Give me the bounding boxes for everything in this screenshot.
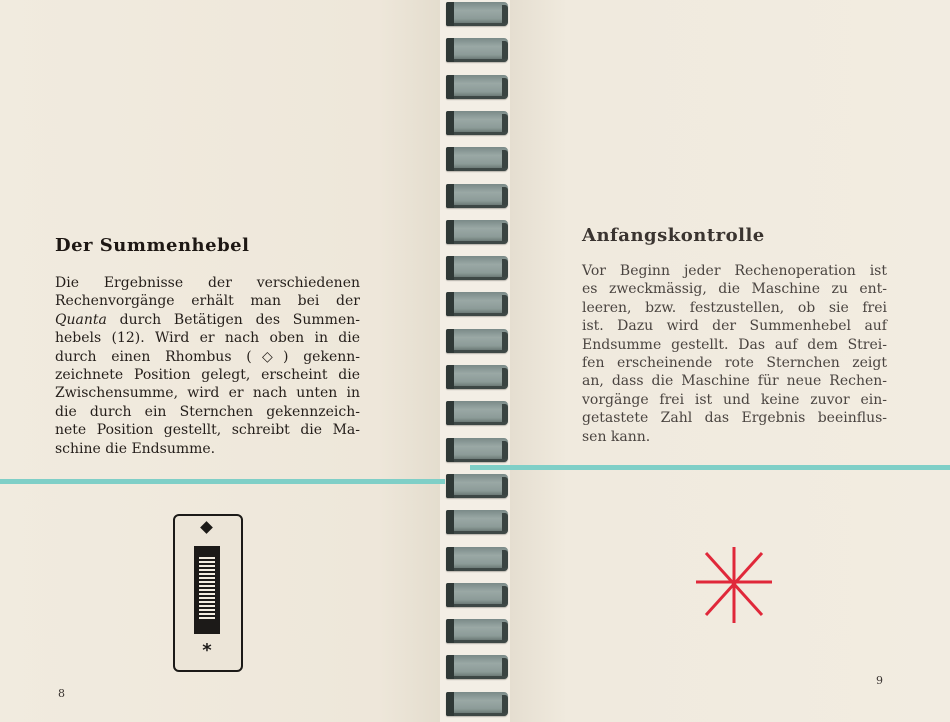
paragraph-line: Endsumme gestellt. Das auf dem Strei-	[582, 336, 887, 353]
binding-ring	[446, 256, 508, 280]
binding-ring	[446, 147, 508, 171]
paragraph-line: es zweckmässig, die Maschine zu ent-	[582, 281, 887, 298]
right-accent-line	[470, 465, 950, 470]
binding-ring	[446, 474, 508, 498]
page-number-right: 9	[876, 674, 883, 687]
paragraph-line: vorgänge frei ist und keine zuvor ein-	[582, 391, 887, 408]
spiral-binding	[440, 0, 510, 722]
paragraph-line: ist. Dazu wird der Summenhebel auf	[582, 318, 887, 335]
paragraph-line-rest: durch Betätigen des Summen-	[106, 311, 360, 328]
paragraph-line: sen kann.	[582, 428, 651, 445]
paragraph-line	[55, 311, 360, 329]
paragraph-line: Die Ergebnisse der verschiedenen	[55, 275, 360, 291]
paragraph-line: an, dass die Maschine für neue Rechen-	[582, 373, 887, 390]
paragraph-line: zeichnete Position gelegt, erscheint die	[55, 367, 360, 384]
binding-ring	[446, 38, 508, 62]
binding-ring	[446, 75, 508, 99]
paragraph-line: getastete Zahl das Ergebnis beeinflus-	[582, 410, 887, 427]
paragraph-line: nete Position gestellt, schreibt die Ma-	[55, 422, 360, 439]
left-page-heading: Der Summenhebel	[55, 235, 250, 256]
left-page-paragraph	[55, 274, 360, 458]
summenhebel-illustration	[173, 514, 243, 672]
binding-ring	[446, 692, 508, 716]
binding-ring	[446, 438, 508, 462]
right-page-paragraph	[582, 262, 887, 446]
binding-ring	[446, 220, 508, 244]
binding-ring	[446, 401, 508, 425]
paragraph-line: Vor Beginn jeder Rechenoperation ist	[582, 263, 887, 279]
paragraph-line: leeren, bzw. festzustellen, ob sie frei	[582, 299, 887, 316]
paragraph-line: Zwischensumme, wird er nach unten in	[55, 385, 360, 402]
binding-ring	[446, 292, 508, 316]
paragraph-line: durch einen Rhombus (◇) gekenn-	[55, 348, 360, 365]
lever-knob	[199, 557, 215, 621]
binding-ring	[446, 510, 508, 534]
binding-ring	[446, 329, 508, 353]
diamond-icon	[200, 521, 213, 534]
product-name: Quanta	[55, 311, 107, 328]
right-page-heading: Anfangskontrolle	[582, 225, 765, 246]
lever-slot	[194, 546, 220, 634]
paragraph-line: die durch ein Sternchen gekennzeich-	[55, 403, 360, 420]
binding-ring	[446, 184, 508, 208]
binding-ring	[446, 655, 508, 679]
binding-ring	[446, 547, 508, 571]
paragraph-line: fen erscheinende rote Sternchen zeigt	[582, 355, 887, 372]
red-asterisk-icon	[694, 545, 774, 625]
paragraph-line: Rechenvorgänge erhält man bei der	[55, 293, 360, 310]
binding-ring	[446, 111, 508, 135]
binding-ring	[446, 619, 508, 643]
binding-ring	[446, 583, 508, 607]
binding-ring	[446, 365, 508, 389]
page-number-left: 8	[58, 687, 65, 700]
left-accent-line	[0, 479, 445, 484]
binding-ring	[446, 2, 508, 26]
asterisk-icon: *	[202, 640, 212, 661]
paragraph-line: schine die Endsumme.	[55, 440, 216, 457]
paragraph-line: hebels (12). Wird er nach oben in die	[55, 330, 360, 347]
